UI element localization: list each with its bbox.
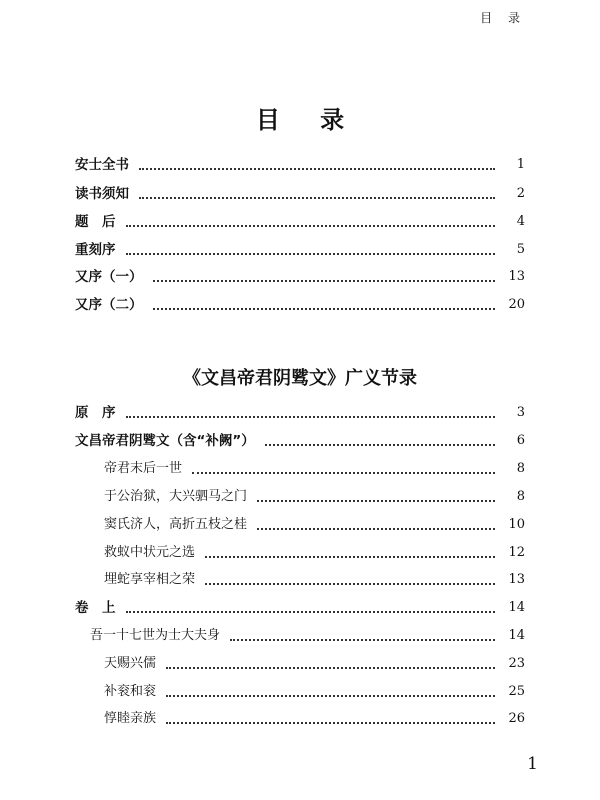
toc-entry-label: 文昌帝君阴骘文（含“补阙”） — [75, 433, 255, 449]
toc-entry-label: 安士全书 — [75, 157, 129, 173]
toc-entry-page: 6 — [516, 433, 525, 448]
dot-leader — [139, 168, 495, 170]
running-header: 目 录 — [480, 11, 526, 25]
toc-entry-label: 于公治狱，大兴驷马之门 — [104, 489, 248, 504]
toc-entry-page: 23 — [508, 656, 525, 671]
toc-entry-label: 吾一十七世为士大夫身 — [90, 628, 221, 643]
toc-entry-page: 1 — [516, 157, 525, 172]
dot-leader — [166, 667, 495, 669]
dot-leader — [153, 308, 496, 310]
toc-entry-page: 8 — [516, 489, 525, 504]
toc-entry[interactable] — [75, 431, 525, 451]
toc-entry-page: 13 — [508, 269, 525, 284]
toc-entry-label: 埋蛇享宰相之荣 — [104, 572, 196, 587]
toc-entry-label: 窦氏济人，高折五枝之桂 — [104, 517, 248, 532]
toc-entry-page: 13 — [508, 572, 525, 587]
dot-leader — [257, 528, 495, 530]
toc-entry-label: 救蚁中状元之选 — [104, 545, 196, 560]
toc-entry-label: 读书须知 — [75, 186, 129, 202]
toc-entry[interactable] — [75, 598, 525, 618]
toc-entry-label: 帝君末后一世 — [104, 461, 183, 476]
dot-leader — [153, 280, 496, 282]
toc-entry[interactable] — [104, 709, 525, 729]
dot-leader — [126, 225, 496, 227]
dot-leader — [205, 583, 495, 585]
toc-entry[interactable] — [104, 543, 525, 563]
toc-entry[interactable] — [90, 626, 525, 646]
toc-entry[interactable] — [104, 570, 525, 590]
toc-entry-page: 14 — [508, 600, 525, 615]
toc-entry-label: 又序（二） — [75, 297, 143, 313]
dot-leader — [126, 253, 496, 255]
dot-leader — [230, 639, 495, 641]
page-number: 1 — [527, 754, 538, 774]
dot-leader — [192, 472, 495, 474]
dot-leader — [139, 197, 495, 199]
toc-entry-page: 14 — [508, 628, 525, 643]
toc-entry-label: 题 后 — [75, 214, 116, 230]
dot-leader — [126, 416, 496, 418]
toc-entry-label: 补衮和衮 — [104, 684, 157, 699]
toc-entry-page: 12 — [508, 545, 525, 560]
dot-leader — [205, 556, 495, 558]
toc-entry[interactable] — [75, 295, 525, 315]
toc-entry-label: 又序（一） — [75, 269, 143, 285]
toc-entry-page: 26 — [508, 711, 525, 726]
toc-entry-page: 5 — [516, 242, 525, 257]
toc-entry[interactable] — [75, 267, 525, 287]
toc-entry-page: 20 — [508, 297, 525, 312]
toc-entry[interactable] — [104, 515, 525, 535]
toc-entry-page: 4 — [516, 214, 525, 229]
toc-entry-page: 10 — [508, 517, 525, 532]
dot-leader — [166, 695, 495, 697]
toc-entry[interactable] — [75, 212, 525, 232]
toc-entry-label: 重刻序 — [75, 242, 116, 258]
toc-entry[interactable] — [104, 459, 525, 479]
dot-leader — [166, 722, 495, 724]
toc-entry[interactable] — [75, 240, 525, 260]
toc-entry[interactable] — [104, 682, 525, 702]
toc-entry[interactable] — [104, 654, 525, 674]
toc-entry[interactable] — [75, 155, 525, 175]
toc-entry-page: 3 — [516, 405, 525, 420]
toc-entry-label: 天赐兴儒 — [104, 656, 157, 671]
toc-entry-label: 原 序 — [75, 405, 116, 421]
toc-entry-label: 惇睦亲族 — [104, 711, 157, 726]
toc-entry-page: 8 — [516, 461, 525, 476]
toc-entry[interactable] — [104, 487, 525, 507]
toc-entry-page: 25 — [508, 684, 525, 699]
dot-leader — [265, 444, 495, 446]
toc-entry[interactable] — [75, 184, 525, 204]
toc-entry-label: 卷 上 — [75, 600, 116, 616]
dot-leader — [126, 611, 496, 613]
toc-entry[interactable] — [75, 403, 525, 423]
toc-entry-page: 2 — [516, 186, 525, 201]
dot-leader — [257, 500, 495, 502]
page-title: 目 录 — [255, 106, 361, 135]
section-title: 《文昌帝君阴骘文》广义节录 — [183, 367, 417, 389]
